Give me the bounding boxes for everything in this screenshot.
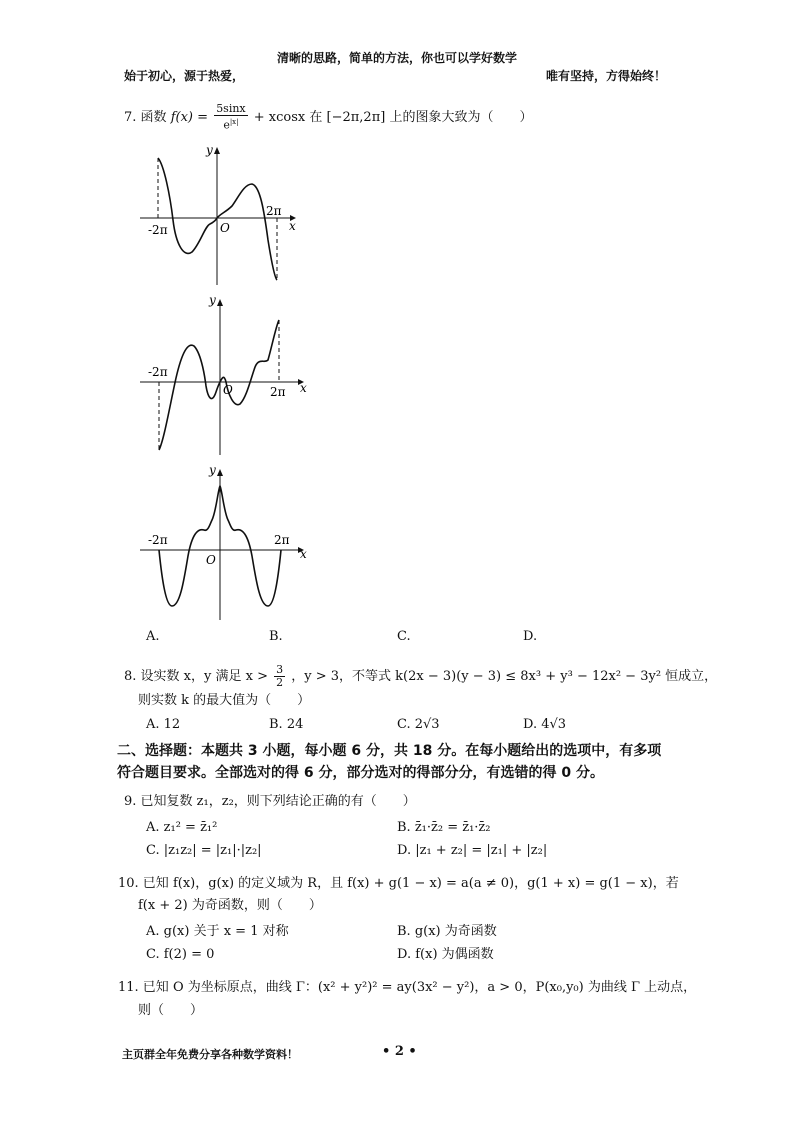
graph-c-x-label: x xyxy=(300,547,307,561)
header-left-motto: 始于初心，源于热爱， xyxy=(124,69,245,83)
q8-option-c[interactable]: C. 2√3 xyxy=(397,717,440,732)
question-9-stem: 9. 已知复数 z₁，z₂，则下列结论正确的有（ ） xyxy=(124,794,416,809)
header-slogan: 清晰的思路，简单的方法，你也可以学好数学 xyxy=(276,51,517,65)
graph-a xyxy=(140,140,310,290)
graph-a-y-label: y xyxy=(206,143,213,157)
question-10-line2: f(x + 2) 为奇函数，则（ ） xyxy=(138,898,322,913)
question-11-line1: 11. 已知 O 为坐标原点，曲线 Γ：(x² + y²)² = ay(3x² − y²)，a > 0，P(x₀,y₀) 为曲线 Γ 上动点， xyxy=(118,980,697,995)
graph-b-origin: O xyxy=(223,383,233,397)
graph-b xyxy=(140,290,315,460)
graph-c xyxy=(140,460,315,625)
q7-option-a[interactable]: A. xyxy=(146,629,160,644)
page-number: • 2 • xyxy=(382,1044,417,1059)
q10-option-b[interactable]: B. g(x) 为奇函数 xyxy=(397,924,497,939)
q7-option-b[interactable]: B. xyxy=(269,629,283,644)
graph-a-label-neg: -2π xyxy=(148,223,168,237)
question-11-line2: 则（ ） xyxy=(138,1003,204,1018)
q8-option-d[interactable]: D. 4√3 xyxy=(523,717,567,732)
question-8-line2: 则实数 k 的最大值为（ ） xyxy=(138,693,311,708)
question-7-stem: 7. 函数 f(x) = $\frac{5\sin x}{e^{|x|}}$ + xcosx 在 [−2π,2π] 上的图象大致为（ ） xyxy=(124,102,533,132)
q10-option-d[interactable]: D. f(x) 为偶函数 xyxy=(397,947,494,962)
q8-option-a[interactable]: A. 12 xyxy=(146,717,181,732)
header-right-motto: 唯有坚持，方得始终！ xyxy=(545,69,666,83)
q7-option-c[interactable]: C. xyxy=(397,629,411,644)
question-8-line1: 8. 设实数 x，y 满足 x > $\frac{3}{2}$ ，y > 3，不等式 k(2x − 3)(y − 3) ≤ 8x³ + y³ − 12x² − 3y² 恒成立， xyxy=(124,663,718,689)
graph-b-x-label: x xyxy=(300,381,307,395)
graph-b-curve xyxy=(159,320,279,450)
q10-option-a[interactable]: A. g(x) 关于 x = 1 对称 xyxy=(146,924,289,939)
graph-b-label-neg: -2π xyxy=(148,365,168,379)
q10-option-c[interactable]: C. f(2) = 0 xyxy=(146,947,215,962)
graph-b-y-label: y xyxy=(209,293,216,307)
graph-c-label-pos: 2π xyxy=(274,533,290,547)
q7-option-d[interactable]: D. xyxy=(523,629,538,644)
q9-option-d[interactable]: D. |z₁ + z₂| = |z₁| + |z₂| xyxy=(397,843,548,858)
graph-c-label-neg: -2π xyxy=(148,533,168,547)
graph-c-y-label: y xyxy=(209,463,216,477)
footer-note: 主页群全年免费分享各种数学资料！ xyxy=(122,1048,298,1061)
q8-fraction: $\frac{3}{2}$ xyxy=(276,663,284,689)
q7-fraction: $\frac{5\sin x}{e^{|x|}}$ xyxy=(216,102,246,132)
q8-option-b[interactable]: B. 24 xyxy=(269,717,304,732)
q9-option-a[interactable]: A. z₁² = z̄₁² xyxy=(146,820,218,835)
question-10-line1: 10. 已知 f(x)，g(x) 的定义域为 R，且 f(x) + g(1 − x) = a(a ≠ 0)，g(1 + x) = g(1 − x)，若 xyxy=(118,876,679,891)
graph-a-origin: O xyxy=(220,221,230,235)
section-2-heading: 二、选择题：本题共 3 小题，每小题 6 分，共 18 分。在每小题给出的选项中，有多项 符合题目要求。全部选对的得 6 分，部分选对的得部分分，有选错的得 0 分。 xyxy=(117,743,662,781)
graph-b-label-pos: 2π xyxy=(270,385,286,399)
q9-option-b[interactable]: B. z̄₁·z̄₂ = z̄₁·z̄₂ xyxy=(397,820,491,835)
graph-a-x-label: x xyxy=(289,219,296,233)
graph-a-label-pos: 2π xyxy=(266,204,282,218)
graph-c-origin: O xyxy=(206,553,216,567)
q9-option-c[interactable]: C. |z₁z₂| = |z₁|·|z₂| xyxy=(146,843,262,858)
